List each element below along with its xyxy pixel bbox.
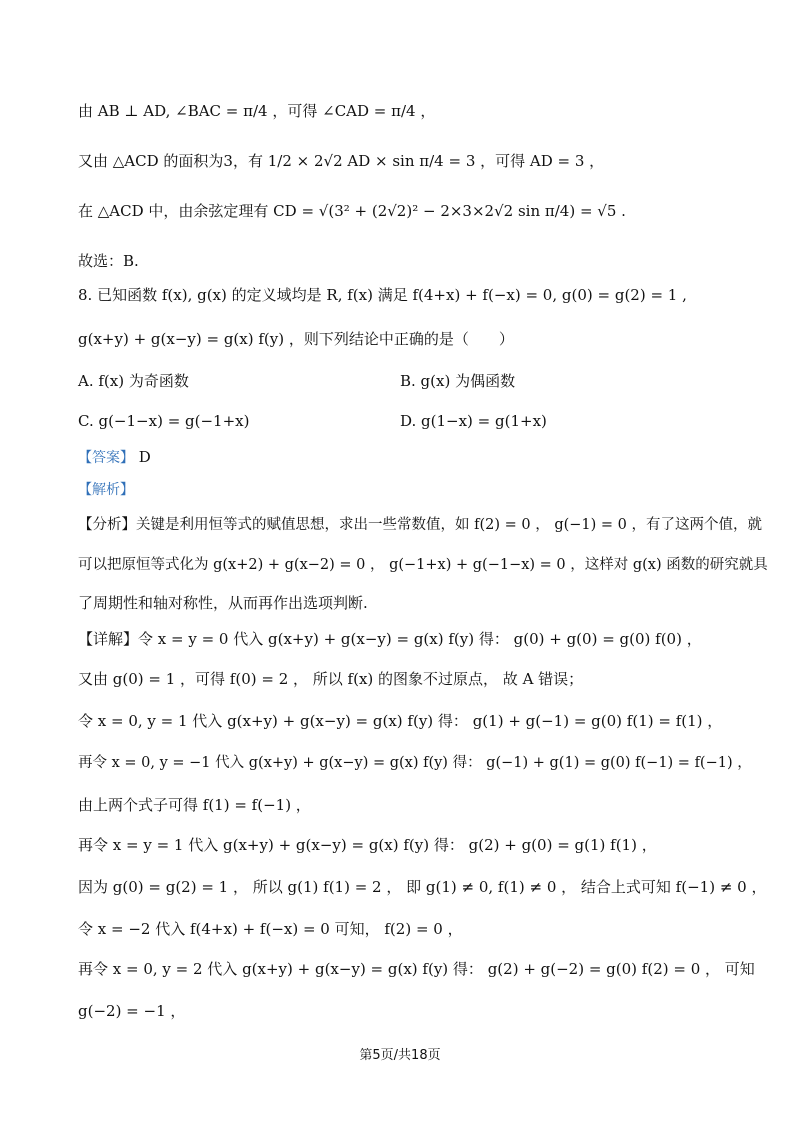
answer-value: D <box>138 448 151 466</box>
question-stem: 8. 已知函数 f(x), g(x) 的定义域均是 R, f(x) 满足 f(4+x) + f(−x) = 0, g(0) = g(2) = 1 , <box>78 286 687 304</box>
answer-line <box>78 446 760 469</box>
solution-line-2: 可以把原恒等式化为 g(x+2) + g(x−2) = 0 ， g(−1+x) + g(−1−x) = 0 ，这样对 g(x) 函数的研究就具 <box>78 557 768 573</box>
solution-line-13: g(−2) = −1 ， <box>78 1002 186 1020</box>
analysis-line <box>78 478 760 501</box>
page-footer: 第5页/共18页 <box>359 1048 441 1063</box>
question-stem-cont: g(x+y) + g(x−y) = g(x) f(y) ，则下列结论中正确的是（ ） <box>78 330 514 348</box>
text-line-4: 故选：B. <box>78 252 139 270</box>
option-d: D. g(1−x) = g(1+x) <box>400 412 547 430</box>
solution-line-8: 由上两个式子可得 f(1) = f(−1) ， <box>78 796 311 814</box>
solution-line-11: 令 x = −2 代入 f(4+x) + f(−x) = 0 可知， f(2) = 0 ， <box>78 920 463 938</box>
text-line-2: 又由 △ACD 的面积为3，有 1/2 × 2√2 AD × sin π/4 = 3 ，可得 AD = 3 ， <box>78 152 605 170</box>
solution-line-9: 再令 x = y = 1 代入 g(x+y) + g(x−y) = g(x) f(y) 得： g(2) + g(0) = g(1) f(1) ， <box>78 836 657 854</box>
solution-line-10: 因为 g(0) = g(2) = 1 ， 所以 g(1) f(1) = 2 ， 即 g(1) ≠ 0, f(1) ≠ 0 ， 结合上式可知 f(−1) ≠ 0 ， <box>78 878 767 896</box>
option-b: B. g(x) 为偶函数 <box>400 372 516 390</box>
text-line-3: 在 △ACD 中，由余弦定理有 CD = √(3² + (2√2)² − 2×3×2√2 sin π/4) = √5 . <box>78 202 626 220</box>
solution-line-7: 再令 x = 0, y = −1 代入 g(x+y) + g(x−y) = g(x) f(y) 得： g(−1) + g(1) = g(0) f(−1) = f(−1) ， <box>78 755 752 771</box>
solution-line-12: 再令 x = 0, y = 2 代入 g(x+y) + g(x−y) = g(x) f(y) 得： g(2) + g(−2) = g(0) f(2) = 0 ， 可知 <box>78 960 755 978</box>
text-line-1: 由 AB ⊥ AD, ∠BAC = π/4 ，可得 ∠CAD = π/4 ， <box>78 102 436 120</box>
solution-line-6: 令 x = 0, y = 1 代入 g(x+y) + g(x−y) = g(x) f(y) 得： g(1) + g(−1) = g(0) f(1) = f(1) ， <box>78 712 723 730</box>
option-c: C. g(−1−x) = g(−1+x) <box>78 412 250 430</box>
solution-line-5: 又由 g(0) = 1 ，可得 f(0) = 2 ， 所以 f(x) 的图象不过原点， 故 A 错误； <box>78 670 584 688</box>
solution-line-4: 【详解】令 x = y = 0 代入 g(x+y) + g(x−y) = g(x) f(y) 得： g(0) + g(0) = g(0) f(0) ， <box>78 630 702 648</box>
answer-tag: 【答案】 <box>78 450 134 466</box>
analysis-tag: 【解析】 <box>78 482 134 498</box>
solution-line-3: 了周期性和轴对称性，从而再作出选项判断. <box>78 594 368 612</box>
solution-line-1: 【分析】关键是利用恒等式的赋值思想，求出一些常数值，如 f(2) = 0 ， g(−1) = 0 ，有了这两个值，就 <box>78 517 762 533</box>
option-a: A. f(x) 为奇函数 <box>78 372 189 390</box>
